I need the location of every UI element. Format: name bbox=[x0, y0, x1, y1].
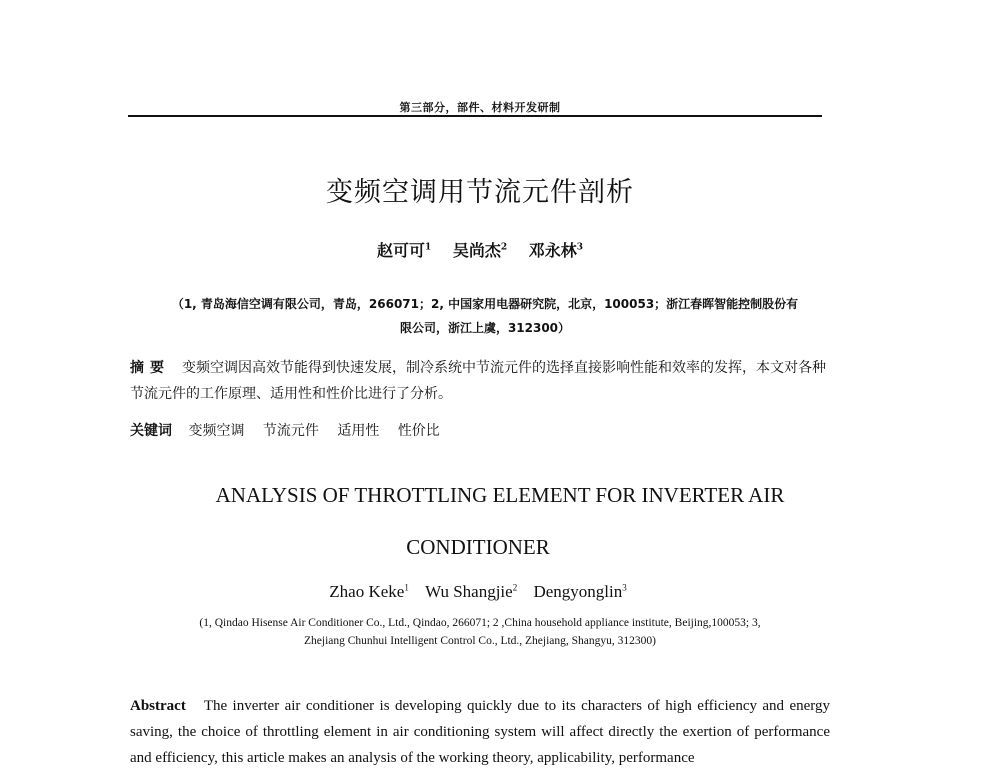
english-abstract-label: Abstract bbox=[130, 698, 186, 714]
keyword: 适用性 bbox=[337, 423, 380, 439]
author-cn-3: 邓永林$^3$ bbox=[528, 241, 583, 260]
english-abstract bbox=[130, 693, 830, 771]
english-affiliation-line-1: (1, Qindao Hisense Air Conditioner Co., Ltd., Qindao, 266071; 2 ,China household appliance institute, Beijing,100053; 3, bbox=[199, 617, 761, 629]
english-authors bbox=[0, 582, 956, 602]
author-en-3: Dengyonglin$^3$ bbox=[533, 582, 627, 601]
keyword: 性价比 bbox=[397, 423, 440, 439]
chinese-affiliation-line-2: 限公司，浙江上虞，312300） bbox=[399, 321, 571, 335]
keywords-label: 关键词 bbox=[130, 423, 172, 439]
chinese-abstract-label: 摘要 bbox=[130, 360, 170, 376]
chinese-keywords bbox=[130, 420, 830, 440]
keyword: 变频空调 bbox=[188, 423, 245, 439]
author-en-2: Wu Shangjie$^2$ bbox=[425, 582, 518, 601]
english-title-line-1: ANALYSIS OF THROTTLING ELEMENT FOR INVERTER AIR bbox=[215, 483, 785, 507]
author-cn-2: 吴尚杰$^2$ bbox=[452, 241, 508, 260]
english-abstract-text: The inverter air conditioner is developing quickly due to its characters of high efficiency and energy saving, the choice of throttling element in air conditioning system will affect directly the exertion of performance and efficiency, this article makes an analysis of the working theory, applicability, performance bbox=[130, 698, 830, 766]
chinese-authors bbox=[0, 238, 960, 261]
chinese-abstract bbox=[130, 355, 830, 407]
english-title-line-2: CONDITIONER bbox=[406, 535, 550, 559]
header-rule bbox=[128, 115, 822, 117]
english-affiliation-line-2: Zhejiang Chunhui Intelligent Control Co., Ltd., Zhejiang, Shangyu, 312300) bbox=[304, 635, 656, 647]
chinese-abstract-text: 变频空调因高效节能得到快速发展，制冷系统中节流元件的选择直接影响性能和效率的发挥，本文对各种节流元件的工作原理、适用性和性价比进行了分析。 bbox=[130, 360, 826, 402]
author-en-1: Zhao Keke$^1$ bbox=[329, 582, 409, 601]
section-header: 第三部分，部件、材料开发研制 bbox=[399, 101, 561, 114]
chinese-affiliation-line-1: （1, 青岛海信空调有限公司，青岛，266071；2, 中国家用电器研究院，北京，100053；浙江春晖智能控制股份有 bbox=[171, 297, 799, 311]
english-affiliation bbox=[130, 614, 830, 650]
chinese-title: 变频空调用节流元件剖析 bbox=[326, 177, 634, 208]
author-cn-1: 赵可可$^1$ bbox=[377, 241, 432, 260]
keyword: 节流元件 bbox=[262, 423, 319, 439]
chinese-affiliation bbox=[140, 292, 830, 340]
